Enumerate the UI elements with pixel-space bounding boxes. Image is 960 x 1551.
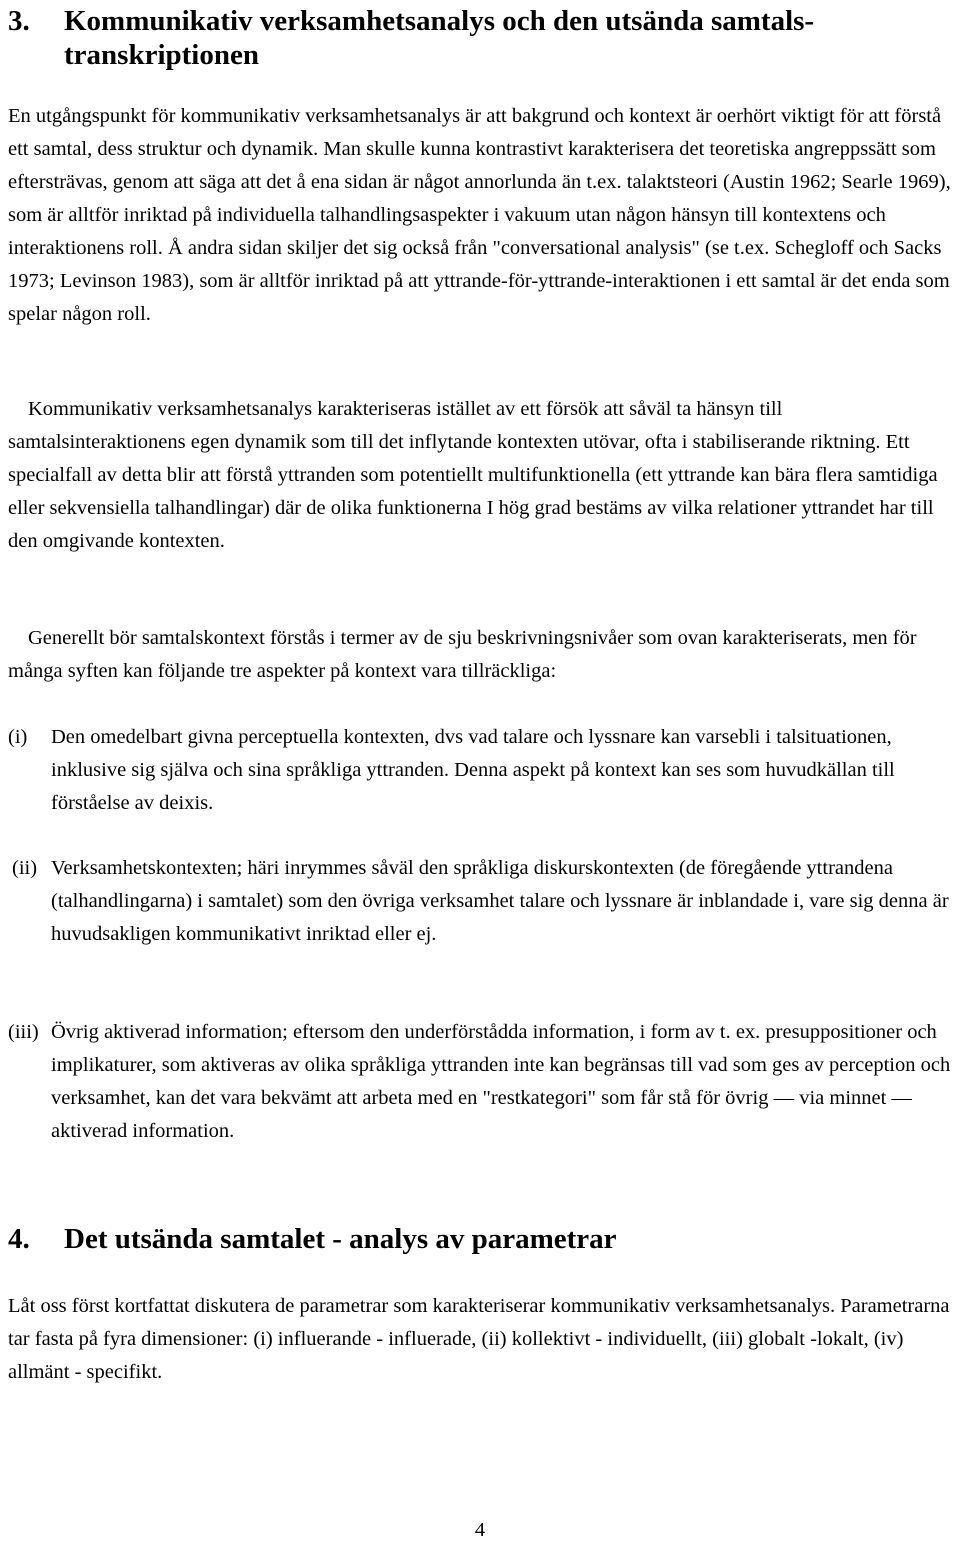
context-item-text: Övrig aktiverad information; eftersom den underförstådda information, i form av t. ex. presuppositioner och implikaturer, som aktiveras av olika språkliga yttranden inte kan begränsas till vad som ges av perception och verksamhet, kan det vara bekvämt att arbeta med en "restkategori" som får stå för övrig — via minnet — aktiverad information.	[51, 1021, 951, 1142]
section-3-number: 3.	[8, 5, 30, 37]
section-3-paragraph-3: Generellt bör samtalskontext förstås i termer av de sju beskrivningsnivåer som ovan karakteriserats, men för många syften kan följande tre aspekter på kontext vara tillräckliga:	[8, 627, 917, 682]
context-item-text: Verksamhetskontexten; häri inrymmes såväl den språkliga diskurskontexten (de föregående yttrandena (talhandlingarna) i samtalet) som den övriga verksamhet talare och lyssnare är inblandade i, vare sig denna är huvudsakligen kommunikativt inriktad eller ej.	[51, 857, 949, 945]
section-4-title: Det utsända samtalet - analys av parametrar	[64, 1223, 617, 1255]
context-item-i	[8, 721, 958, 820]
context-item-iii	[8, 1016, 958, 1148]
page-number: 4	[474, 1519, 486, 1541]
section-4-paragraph-1: Låt oss först kortfattat diskutera de parametrar som karakteriserar kommunikativ verksamhetsanalys. Parametrarna tar fasta på fyra dimensioner: (i) influerande - influerade, (ii) kollektivt - individuellt, (iii) globalt -lokalt, (iv) allmänt - specifikt.	[8, 1295, 950, 1383]
section-3-paragraph-2: Kommunikativ verksamhetsanalys karakteriseras istället av ett försök att såväl ta hänsyn till samtalsinteraktionens egen dynamik som till det inflytande kontexten utövar, ofta i stabiliserande riktning. Ett specialfall av detta blir att förstå yttranden som potentiellt multifunktionella (ett yttrande kan bära flera samtidiga eller sekvensiella talhandlingar) där de olika funktionerna I hög grad bestäms av vilka relationer yttrandet har till den omgivande kontexten.	[8, 398, 938, 552]
section-3-paragraph-1: En utgångspunkt för kommunikativ verksamhetsanalys är att bakgrund och kontext är oerhört viktigt för att förstå ett samtal, dess struktur och dynamik. Man skulle kunna kontrastivt karakterisera det teoretiska angreppssätt som eftersträvas, genom att säga att det å ena sidan är något annorlunda än t.ex. talaktsteori (Austin 1962; Searle 1969), som är alltför inriktad på individuella talhandlingsaspekter i vakuum utan någon hänsyn till kontextens och interaktionens roll. Å andra sidan skiljer det sig också från "conversational analysis" (se t.ex. Schegloff och Sacks 1973; Levinson 1983), som är alltför inriktad på att yttrande-för-yttrande-interaktionen i ett samtal är det enda som spelar någon roll.	[8, 105, 951, 325]
context-item-marker: (iii)	[8, 1021, 39, 1043]
context-item-marker: (ii)	[12, 857, 38, 879]
context-item-marker: (i)	[8, 726, 28, 748]
context-item-ii	[8, 852, 958, 951]
context-item-text: Den omedelbart givna perceptuella kontexten, dvs vad talare och lyssnare kan varsebli i talsituationen, inklusive sig själva och sina språkliga yttranden. Denna aspekt på kontext kan ses som huvudkällan till förståelse av deixis.	[51, 726, 895, 814]
section-3-heading	[8, 4, 948, 72]
section-4-heading	[8, 1222, 948, 1256]
section-4-number: 4.	[8, 1223, 30, 1255]
section-3-title: Kommunikativ verksamhetsanalys och den utsända samtals-transkriptionen	[64, 5, 815, 71]
